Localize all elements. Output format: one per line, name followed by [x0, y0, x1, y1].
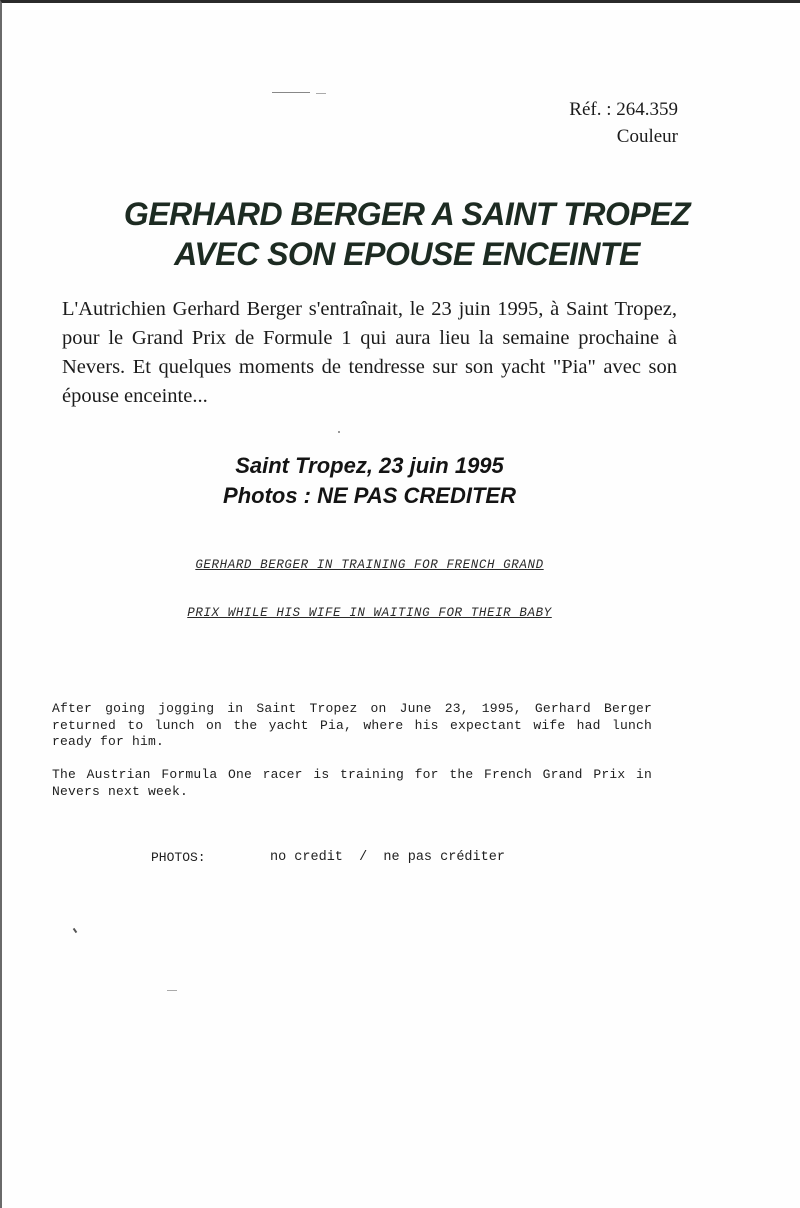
english-caption-line-1: GERHARD BERGER IN TRAINING FOR FRENCH GRAND — [195, 558, 544, 572]
english-caption-line-2: PRIX WHILE HIS WIFE IN WAITING FOR THEIR BABY — [187, 606, 552, 620]
english-body-paragraph-1: After going jogging in Saint Tropez on June 23, 1995, Gerhard Berger returned to lunch on the yacht Pia, where his expectant wife had lunch ready for him. — [52, 701, 652, 749]
color-note: Couleur — [616, 126, 678, 147]
dateline-place-date: Saint Tropez, 23 juin 1995 — [235, 453, 504, 478]
lead-paragraph: L'Autrichien Gerhard Berger s'entraînait, le 23 juin 1995, à Saint Tropez, pour le Grand Prix de Formule 1 qui aura lieu la semaine prochaine à Nevers. Et quelques moments de tendresse sur son yacht "Pia" avec son épouse enceinte... — [62, 298, 677, 407]
headline-line-2: AVEC SON EPOUSE ENCEINTE — [174, 236, 640, 272]
reference-number: Réf. : 264.359 — [569, 99, 678, 120]
scan-speck — [316, 93, 326, 94]
scan-speck — [167, 990, 177, 991]
photos-credit-label: PHOTOS: — [151, 850, 206, 865]
english-body-paragraph-2: The Austrian Formula One racer is training for the French Grand Prix in Nevers next week. — [52, 767, 652, 799]
scan-speck — [272, 92, 310, 93]
photos-credit-value: no credit / ne pas créditer — [270, 850, 505, 865]
scan-speck — [338, 431, 340, 433]
reference-block — [569, 96, 678, 150]
dateline-photos-note: Photos : NE PAS CREDITER — [223, 483, 516, 508]
headline-line-1: GERHARD BERGER A SAINT TROPEZ — [123, 196, 691, 232]
scan-speck — [73, 928, 78, 933]
